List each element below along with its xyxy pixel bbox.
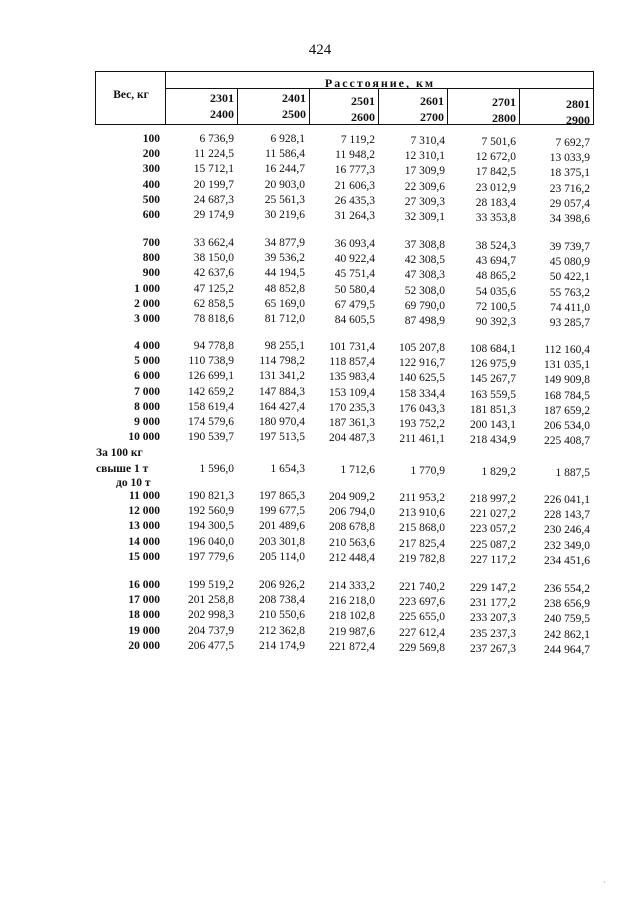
value-cell: 126 975,9	[470, 358, 516, 371]
value-cell: 193 752,2	[399, 418, 445, 430]
table-row	[0, 148, 640, 165]
table-row	[0, 520, 640, 537]
value-cell: 140 625,5	[399, 372, 445, 385]
value-cell: 181 851,3	[470, 403, 516, 416]
value-cell: 12 672,0	[475, 151, 516, 164]
table-row	[0, 625, 640, 639]
value-cell: 163 559,5	[470, 388, 516, 401]
value-cell: 47 125,2	[193, 282, 234, 295]
value-cell: 197 865,3	[259, 490, 305, 502]
value-cell: 168 784,5	[544, 389, 590, 402]
value-cell: 233 207,3	[470, 612, 516, 625]
value-cell: 203 301,8	[259, 535, 305, 548]
value-cell: 216 218,0	[329, 595, 375, 608]
value-cell: 43 694,7	[475, 255, 516, 268]
value-cell: 126 699,1	[188, 370, 234, 383]
table-row	[0, 490, 640, 504]
value-cell: 105 207,8	[399, 342, 445, 354]
value-cell: 196 040,0	[188, 535, 234, 548]
value-cell: 234 451,6	[544, 554, 590, 567]
value-cell: 201 489,6	[259, 520, 305, 533]
value-cell: 11 586,4	[265, 148, 305, 161]
value-cell: 18 375,1	[549, 167, 590, 180]
value-cell: 40 922,4	[334, 253, 375, 266]
distance-column-header: Расстояние, км	[324, 76, 436, 90]
value-cell: 122 916,7	[399, 357, 445, 370]
value-cell: 135 983,4	[329, 371, 375, 384]
value-cell: 236 554,2	[544, 583, 590, 595]
value-cell: 42 637,6	[193, 267, 234, 280]
value-cell: 187 361,3	[329, 417, 375, 429]
table-row	[0, 267, 640, 284]
value-cell: 230 246,4	[544, 524, 590, 537]
value-cell: 142 659,2	[188, 385, 234, 398]
value-cell: 6 736,9	[199, 133, 234, 145]
value-cell: 48 852,8	[264, 282, 305, 295]
value-cell: 229 147,2	[470, 582, 516, 594]
value-cell: 1 770,9	[410, 465, 445, 477]
value-cell: 228 143,7	[544, 509, 590, 522]
table-row	[0, 252, 640, 269]
value-cell: 37 308,8	[404, 239, 445, 251]
weight-cell: 800	[142, 252, 160, 265]
value-cell: 208 678,8	[329, 521, 375, 534]
value-cell: 227 612,4	[399, 626, 445, 639]
value-cell: 17 309,9	[404, 165, 445, 178]
table-row	[0, 340, 640, 354]
value-cell: 232 349,0	[544, 539, 590, 552]
value-cell: 42 308,5	[404, 254, 445, 267]
value-cell: 7 692,7	[555, 137, 590, 149]
value-cell: 219 987,6	[329, 625, 375, 638]
value-cell: 223 697,6	[399, 596, 445, 609]
weight-cell: 9 000	[134, 416, 160, 428]
value-cell: 22 309,6	[404, 180, 445, 193]
value-cell: 12 310,1	[404, 150, 445, 163]
value-cell: 50 580,4	[334, 283, 375, 296]
value-cell: 11 948,2	[335, 149, 375, 162]
table-row	[0, 401, 640, 415]
value-cell: 34 877,9	[264, 237, 305, 249]
value-cell: 199 519,2	[188, 579, 234, 591]
range-header: 2501 2600	[351, 94, 375, 124]
weight-column-header: Вес, кг	[113, 89, 149, 101]
value-cell: 29 174,9	[193, 209, 234, 221]
special-label-line	[0, 477, 640, 491]
special-label-line	[0, 447, 640, 461]
weight-cell: 5 000	[134, 355, 160, 368]
value-cell: 206 534,0	[544, 420, 590, 432]
value-cell: 227 117,2	[470, 553, 516, 566]
value-cell: 27 309,3	[404, 195, 445, 208]
value-cell: 50 422,1	[549, 271, 590, 284]
value-cell: 194 300,5	[188, 520, 234, 533]
table-row	[0, 194, 640, 208]
value-cell: 211 461,1	[399, 433, 445, 446]
weight-cell: 17 000	[128, 594, 160, 607]
weight-cell: 8 000	[134, 400, 160, 413]
scan-mark: ·	[603, 878, 606, 887]
value-cell: 225 087,2	[470, 538, 516, 551]
value-cell: 158 334,4	[399, 387, 445, 400]
value-cell: 204 909,2	[329, 491, 375, 503]
table-row	[0, 298, 640, 312]
value-cell: 69 790,0	[404, 299, 445, 312]
value-cell: 31 264,3	[334, 210, 375, 222]
weight-cell: 14 000	[128, 535, 160, 548]
weight-cell: 11 000	[129, 490, 160, 502]
value-cell: 212 362,8	[259, 624, 305, 637]
value-cell: 235 237,3	[470, 627, 516, 640]
value-cell: 206 794,0	[329, 506, 375, 519]
value-cell: 212 448,4	[329, 551, 375, 564]
value-cell: 16 244,7	[264, 163, 305, 176]
value-cell: 33 353,8	[475, 212, 516, 224]
value-cell: 238 656,9	[544, 598, 590, 611]
value-cell: 204 737,9	[188, 624, 234, 637]
table-row	[0, 179, 640, 193]
value-cell: 17 842,5	[475, 166, 516, 179]
weight-cell: 900	[142, 267, 160, 280]
value-cell: 20 903,0	[264, 178, 305, 191]
value-cell: 176 043,3	[399, 402, 445, 415]
table-row	[0, 386, 640, 400]
value-cell: 170 235,3	[329, 401, 375, 414]
special-label: до 10 т	[116, 477, 151, 489]
value-cell: 45 751,4	[334, 268, 375, 281]
weight-cell: 15 000	[128, 550, 160, 563]
value-cell: 30 219,6	[264, 209, 305, 221]
weight-cell: 6 000	[134, 370, 160, 383]
value-cell: 7 119,2	[340, 134, 375, 146]
value-cell: 218 997,2	[470, 493, 516, 505]
value-cell: 237 267,3	[470, 642, 516, 655]
value-cell: 205 114,0	[259, 550, 305, 563]
weight-cell: 300	[142, 163, 160, 176]
value-cell: 52 308,0	[404, 284, 445, 297]
weight-cell: 700	[142, 237, 160, 249]
value-cell: 44 194,5	[264, 267, 305, 280]
value-cell: 25 561,3	[264, 193, 305, 206]
value-cell: 38 150,0	[193, 252, 234, 265]
value-cell: 187 659,2	[544, 404, 590, 417]
value-cell: 229 569,8	[399, 641, 445, 654]
value-cell: 90 392,3	[475, 316, 516, 328]
value-cell: 131 341,2	[259, 370, 305, 383]
value-cell: 215 868,0	[399, 522, 445, 535]
value-cell: 210 550,6	[259, 609, 305, 622]
value-cell: 20 199,7	[193, 178, 234, 191]
value-cell: 114 798,2	[259, 355, 305, 368]
value-cell: 112 160,4	[544, 344, 590, 356]
value-cell: 149 909,8	[544, 374, 590, 387]
value-cell: 206 477,5	[188, 639, 234, 652]
value-cell: 174 579,6	[188, 416, 234, 428]
table-row	[0, 463, 640, 477]
value-cell: 118 857,4	[329, 356, 375, 369]
weight-cell: 200	[142, 148, 160, 161]
weight-cell: 13 000	[128, 520, 160, 533]
weight-cell: 3 000	[134, 313, 160, 325]
value-cell: 206 926,2	[259, 579, 305, 591]
value-cell: 210 563,6	[329, 536, 375, 549]
value-cell: 221 027,2	[470, 508, 516, 521]
value-cell: 29 057,4	[549, 197, 590, 210]
table-row	[0, 579, 640, 593]
value-cell: 190 539,7	[188, 431, 234, 444]
range-header: 2601 2700	[420, 94, 444, 124]
value-cell: 34 398,6	[549, 213, 590, 225]
value-cell: 1 654,3	[270, 463, 305, 475]
value-cell: 98 255,1	[264, 340, 305, 352]
weight-cell: 16 000	[128, 579, 160, 591]
value-cell: 221 872,4	[329, 640, 375, 653]
value-cell: 213 910,6	[399, 507, 445, 520]
value-cell: 47 308,3	[404, 269, 445, 282]
weight-cell: 12 000	[128, 505, 160, 518]
weight-cell: 19 000	[128, 624, 160, 637]
table-row	[0, 133, 640, 147]
weight-cell: 7 000	[134, 385, 160, 398]
value-cell: 231 177,2	[470, 597, 516, 610]
table-row	[0, 416, 640, 430]
value-cell: 65 169,0	[264, 297, 305, 310]
value-cell: 7 501,6	[481, 136, 516, 148]
table-row	[0, 536, 640, 550]
weight-cell: 600	[142, 209, 160, 221]
value-cell: 13 033,9	[549, 152, 590, 165]
value-cell: 214 174,9	[259, 639, 305, 652]
value-cell: 204 487,3	[329, 432, 375, 445]
value-cell: 1 829,2	[481, 466, 516, 478]
value-cell: 110 738,9	[188, 355, 234, 368]
value-cell: 225 655,0	[399, 611, 445, 624]
value-cell: 33 662,4	[193, 237, 234, 249]
weight-cell: 1 000	[134, 282, 160, 295]
weight-cell: 18 000	[128, 609, 160, 622]
value-cell: 38 524,3	[475, 240, 516, 252]
value-cell: 197 513,5	[259, 431, 305, 444]
table-row	[0, 370, 640, 387]
value-cell: 108 684,1	[470, 343, 516, 355]
value-cell: 219 782,8	[399, 552, 445, 565]
page-number: 424	[308, 42, 332, 58]
value-cell: 16 777,3	[334, 164, 375, 177]
table-row	[0, 505, 640, 522]
value-cell: 78 818,6	[193, 313, 234, 325]
value-cell: 199 677,5	[259, 505, 305, 518]
value-cell: 217 825,4	[399, 537, 445, 550]
value-cell: 93 285,7	[549, 317, 590, 329]
table-row	[0, 640, 640, 654]
range-header: 2801 2900	[566, 97, 590, 127]
weight-cell: 2 000	[134, 297, 160, 310]
value-cell: 180 970,4	[259, 416, 305, 428]
value-cell: 226 041,1	[544, 494, 590, 506]
value-cell: 153 109,4	[329, 386, 375, 399]
value-cell: 214 333,2	[329, 580, 375, 592]
value-cell: 6 928,1	[270, 133, 305, 145]
value-cell: 36 093,4	[334, 238, 375, 250]
value-cell: 84 605,5	[334, 314, 375, 326]
value-cell: 1 712,6	[340, 464, 375, 476]
table-row	[0, 431, 640, 448]
range-header: 2401 2500	[282, 91, 306, 121]
value-cell: 39 739,7	[549, 241, 590, 253]
value-cell: 72 100,5	[475, 300, 516, 313]
table-row	[0, 609, 640, 626]
value-cell: 21 606,3	[334, 179, 375, 192]
value-cell: 23 716,2	[549, 182, 590, 195]
value-cell: 145 267,7	[470, 373, 516, 386]
table-row	[0, 355, 640, 372]
value-cell: 101 731,4	[329, 341, 375, 353]
value-cell: 240 759,5	[544, 613, 590, 626]
weight-cell: 500	[142, 193, 160, 206]
value-cell: 39 536,2	[264, 252, 305, 265]
value-cell: 54 035,6	[475, 285, 516, 298]
value-cell: 26 435,3	[334, 194, 375, 207]
value-cell: 244 964,7	[544, 643, 590, 656]
table-row	[0, 551, 640, 565]
weight-cell: 20 000	[128, 639, 160, 652]
value-cell: 242 862,1	[544, 628, 590, 641]
value-cell: 158 619,4	[188, 400, 234, 413]
value-cell: 7 310,4	[410, 135, 445, 147]
value-cell: 1 887,5	[555, 467, 590, 479]
weight-cell: 400	[142, 178, 160, 191]
value-cell: 202 998,3	[188, 609, 234, 622]
table-row	[0, 313, 640, 327]
value-cell: 81 712,0	[264, 313, 305, 325]
value-cell: 67 479,5	[334, 298, 375, 311]
table-row	[0, 237, 640, 251]
value-cell: 15 712,1	[193, 163, 234, 176]
value-cell: 23 012,9	[475, 181, 516, 194]
value-cell: 200 143,1	[470, 419, 516, 431]
range-header: 2701 2800	[492, 95, 516, 125]
special-label: За 100 кг	[96, 447, 143, 459]
value-cell: 225 408,7	[544, 435, 590, 448]
value-cell: 218 434,9	[470, 434, 516, 447]
table-row	[0, 283, 640, 297]
value-cell: 164 427,4	[259, 400, 305, 413]
value-cell: 208 738,4	[259, 594, 305, 607]
value-cell: 201 258,8	[188, 594, 234, 607]
value-cell: 190 821,3	[188, 490, 234, 502]
value-cell: 62 858,5	[193, 297, 234, 310]
weight-cell: 10 000	[128, 431, 160, 444]
value-cell: 74 411,0	[550, 301, 590, 314]
value-cell: 192 560,9	[188, 505, 234, 518]
value-cell: 11 224,5	[194, 148, 234, 161]
value-cell: 147 884,3	[259, 385, 305, 398]
special-label: свыше 1 т	[96, 463, 149, 475]
value-cell: 32 309,1	[404, 211, 445, 223]
value-cell: 48 865,2	[475, 270, 516, 283]
value-cell: 197 779,6	[188, 550, 234, 563]
value-cell: 131 035,1	[544, 359, 590, 372]
table-row	[0, 594, 640, 611]
range-header: 2301 2400	[210, 91, 234, 121]
table-row	[0, 163, 640, 180]
value-cell: 223 057,2	[470, 523, 516, 536]
table-row	[0, 209, 640, 223]
value-cell: 24 687,3	[193, 193, 234, 206]
value-cell: 55 763,2	[549, 286, 590, 299]
value-cell: 94 778,8	[193, 340, 234, 352]
value-cell: 45 080,9	[549, 256, 590, 269]
weight-cell: 100	[142, 133, 160, 145]
value-cell: 221 740,2	[399, 581, 445, 593]
weight-cell: 4 000	[134, 340, 160, 352]
value-cell: 1 596,0	[199, 463, 234, 475]
value-cell: 211 953,2	[399, 492, 445, 504]
value-cell: 218 102,8	[329, 610, 375, 623]
value-cell: 87 498,9	[404, 315, 445, 327]
value-cell: 28 183,4	[475, 196, 516, 209]
